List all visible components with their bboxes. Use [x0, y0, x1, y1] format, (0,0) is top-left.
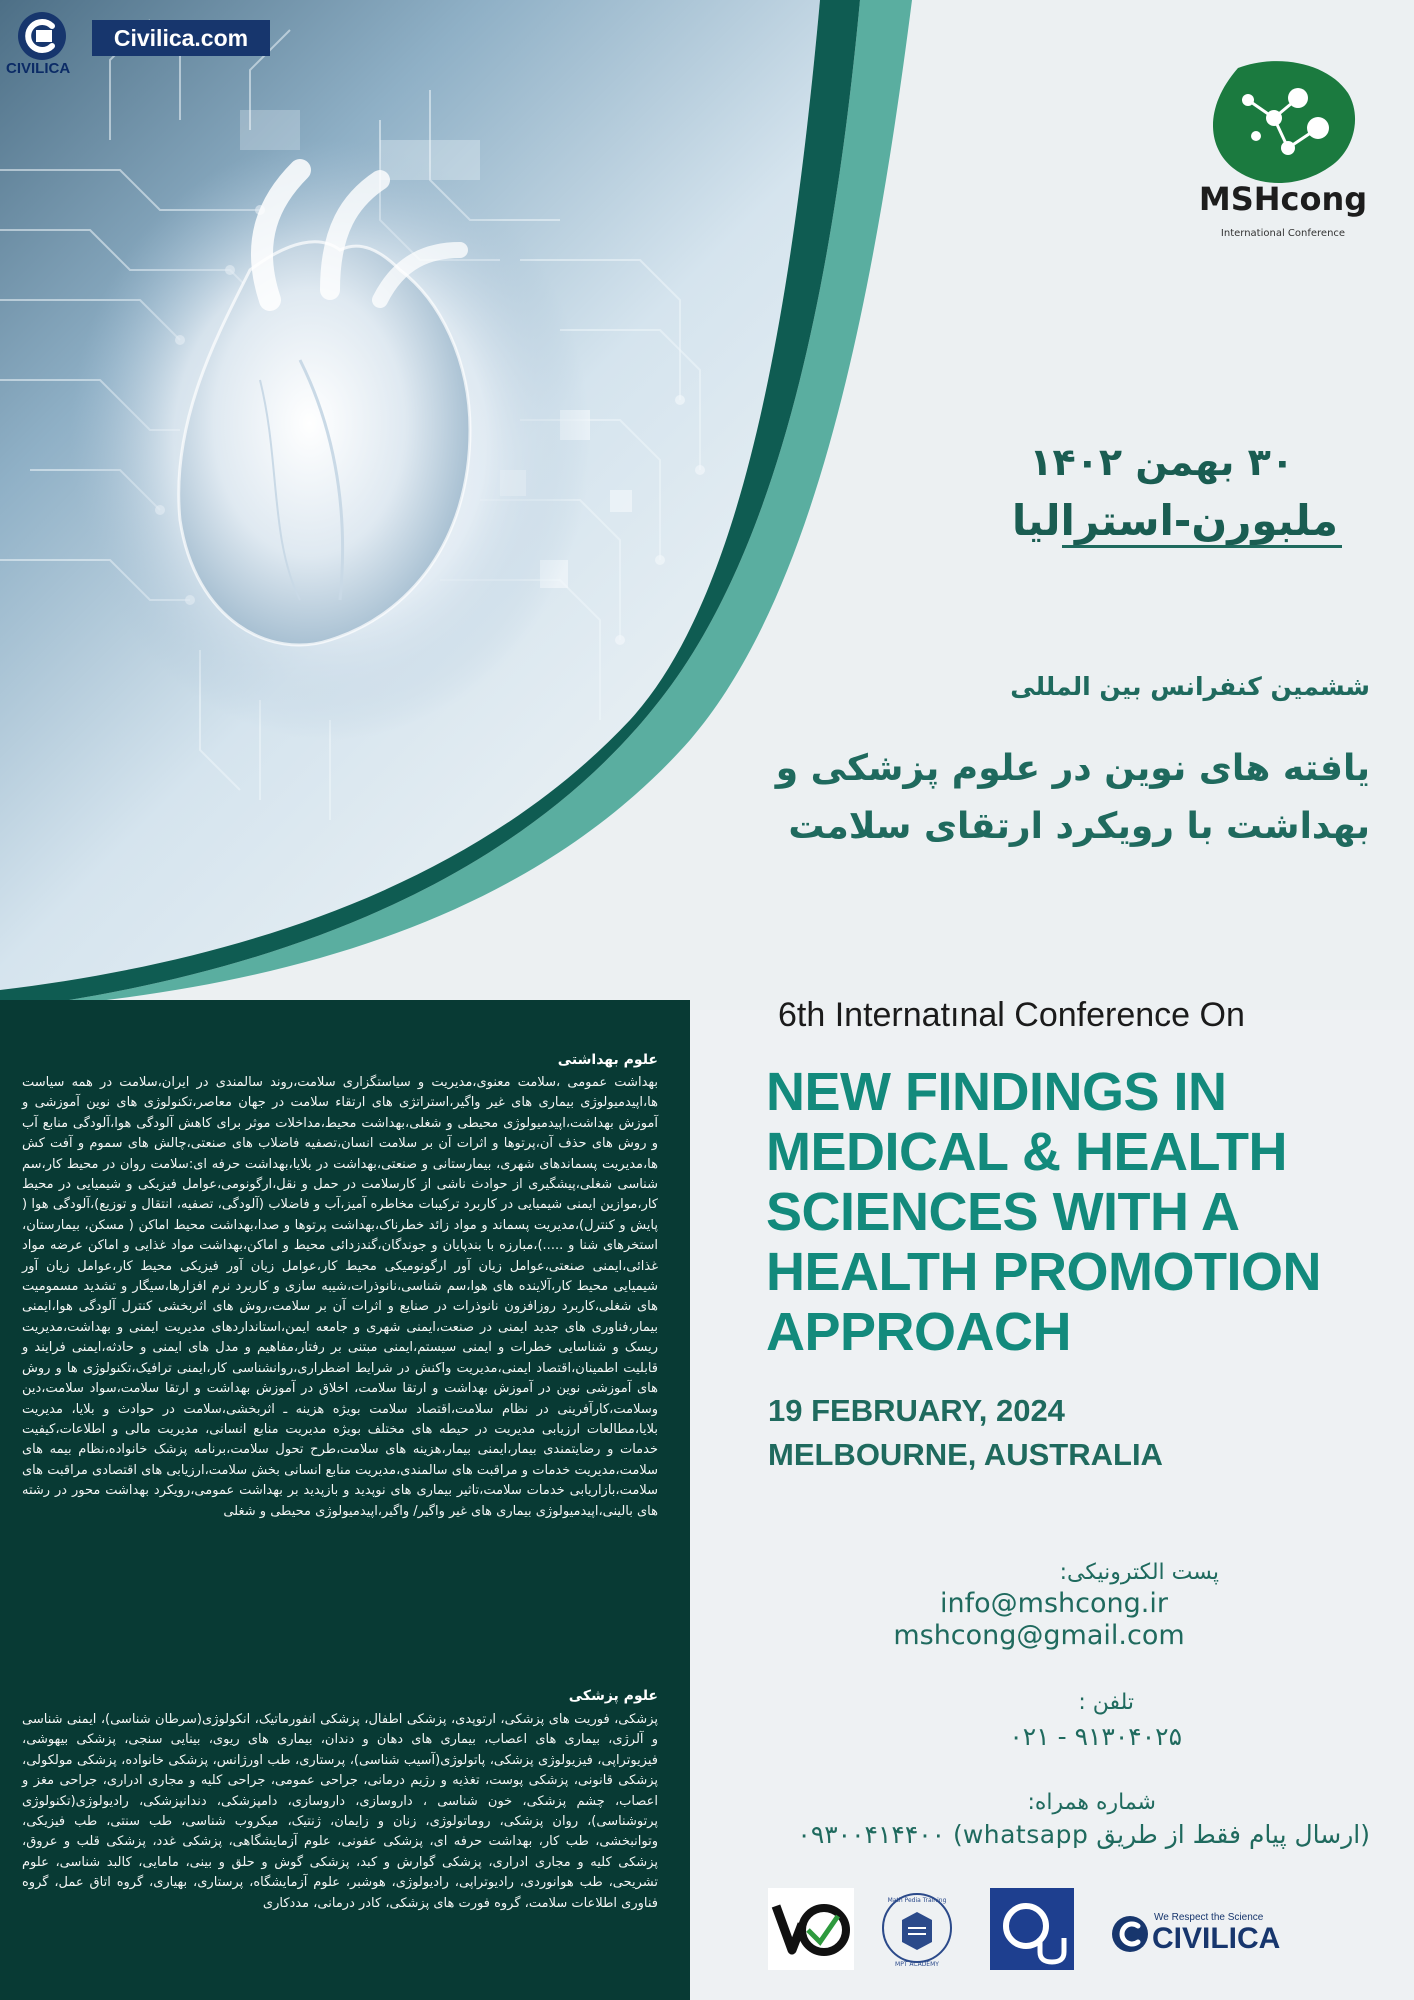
title-fa-line-1: یافته های نوین در علوم پزشکی و — [775, 748, 1370, 789]
place-en: MELBOURNE, AUSTRALIA — [768, 1437, 1163, 1472]
date-fa: ۳۰ بهمن ۱۴۰۲ — [1029, 440, 1294, 484]
title-en-line: MEDICAL & HEALTH — [766, 1122, 1287, 1182]
civilica-tagline: We Respect the Science — [1154, 1912, 1264, 1923]
math-pedia-sub: MPT ACADEMY — [895, 1961, 939, 1968]
section-title-medical: علوم پزشکی — [568, 1688, 658, 1704]
math-pedia-logo-icon[interactable] — [874, 1888, 960, 1970]
civilica-badge[interactable] — [4, 6, 266, 76]
title-en-line: SCIENCES WITH A — [766, 1182, 1240, 1242]
edition-en: 6th Internatınal Conference On — [778, 996, 1245, 1034]
vd-sponsor-logo-icon[interactable] — [768, 1888, 854, 1970]
civilica-site-link[interactable]: Civilica.com — [92, 20, 270, 56]
civilica-sponsor-logo-icon[interactable] — [1108, 1888, 1308, 1970]
conference-name: MSHcong — [1198, 180, 1368, 218]
email-link-2[interactable]: mshcong@gmail.com — [893, 1620, 1185, 1651]
title-fa — [750, 740, 1370, 856]
title-fa-line-2: بهداشت با رویکرد ارتقای سلامت — [788, 806, 1370, 847]
math-pedia-text: Math Pedia Training — [887, 1897, 947, 1904]
date-en: 19 FEBRUARY, 2024 — [768, 1393, 1065, 1428]
mobile-label: شماره همراه: — [1027, 1790, 1156, 1815]
title-en — [766, 1062, 1406, 1362]
title-en-line: NEW FINDINGS IN — [766, 1062, 1227, 1122]
place-underline — [1062, 545, 1342, 548]
place-fa: ملبورن-استرالیا — [1011, 496, 1338, 545]
civilica-sponsor-name: CIVILICA — [1152, 1922, 1281, 1955]
phone-number[interactable]: ۰۲۱ - ۹۱۳۰۴۰۲۵ — [1009, 1722, 1182, 1751]
edition-fa: ششمین کنفرانس بین المللی — [1010, 672, 1370, 701]
title-en-line: APPROACH — [766, 1302, 1072, 1362]
section-text-health: بهداشت عمومی ،سلامت معنوی،مدیریت و سیاستگزاری سلامت،روند سالمندی در ایران،سلامت در همه سیاست ها،اپیدمیولوژی بیماری های غیر واگیر،استراتژی های ارتقاء سلامت در جهان معاصر،تکنولوژی های نوین آموزشی و آموزش بهداشت،اپیدمیولوژی محیطی و شغلی،بهداشت محیط،مداخلات موثر برای کاهش آلودگی هوا،آلودگی منابع آب و روش های حذف آن،پرتوها و اثرات آن بر سلامت انسان،تصفیه فاضلاب های صنعتی،چالش های سموم و آفت کش ها،مدیریت پسماندهای شهری، بیمارستانی و صنعتی،بهداشت در بلایا،بهداشت حرفه ای:سلامت روان در محیط کار،سم شناسی شغلی،پیشگیری از حوادث ناشی از کارسلامت در حمل و نقل،ارگونومی،عوامل فیزیکی و شیمیایی در محیط کار،موازین ایمنی شیمیایی در کاربرد ترکیبات مخاطره آمیز،آب و فاضلاب (آلودگی، تصفیه، انتقال و توزیع)،آلودگی هوا ( پایش و کنترل)،مدیریت پسماند و مواد زائد خطرناک،بهداشت پرتوها و صدا،بهداشت محیط اماکن ( مسکن، بیمارستان، استخرهای شنا و .....)،مبارزه با بندپایان و جوندگان،گندزدائی محیط و اماکن،بهداشت مواد غذایی و اماکن عرضه مواد غذائی،ایمنی صنعتی،عوامل زیان آور ارگونومیکی محیط کار،عوامل زیان آور فیزیکی محیط کار،عوامل زیان آور شیمیایی محیط کار،آلاینده های هوا،سم شناسی،نانوذرات،شیبه سازی و کاربرد نرم افزارها،سیگار و تشدید مسمومیت های شغلی،کاربرد روزافزون نانوذرات در صنایع و اثرات آن بر سلامت،روش های اثربخشی کنترل آلودگی هوا،ایمنی بیمار،فناوری های جدید ایمنی در صنعت،ایمنی شهری و جامعه ایمن،استانداردهای مدیریت ایمنی و بهداشت،مدیریت ریسک و شناسایی خطرات و ایمنی سیستم،ایمنی مبتنی بر رفتار،مفاهیم و مدل های ایمنی و حادثه،ایمنی فرایند و قابلیت اطمینان،اقتصاد ایمنی،مدیریت واکنش در شرایط اضطراری،روانشناسی کار،ایمنی ترافیک،تکنولوژی ها و روش های آموزشی نوین در آموزش بهداشت و ارتقا سلامت، اخلاق در آموزش بهداشت و ارتقا سلامت،سواد سلامت،دین وسلامت،کارآفرینی در نظام سلامت،اقتصاد سلامت بویژه هزینه ـ اثربخشی،سلامت در حوادث و بلایا، مدیریت بلایا،مطالعات ارزیابی مدیریت در حیطه های مختلف بویژه مدیریت منابع انسانی، مدیریت مالی و اطلاعات،کیفیت خدمات و رضایتمندی بیمار،ایمنی بیمار،هزینه های سلامت،طرح تحول سلامت،برنامه پزشک خانواده،نظام بیمه های سلامت،مدیریت خدمات و مراقبت های سالمندی،مدیریت منابع انسانی بخش سلامت،ارزیابی های اقتصادی مراقبت های سلامت،بازاریابی خدمات سلامت،تاثیر بیماری های نوپدید و بازپدید بر بهداشت عمومی،رویکرد بهداشت محور در رشته های بالینی،اپیدمیولوژی بیماری های غیر واگیر/ واگیر،اپیدمیولوژی محیطی و شغلی — [22, 1075, 658, 1519]
mshcong-logo-icon — [1178, 48, 1378, 248]
ogu-logo-icon[interactable] — [990, 1888, 1074, 1970]
section-text-medical: پزشکی، فوریت های پزشکی، ارتوپدی، پزشکی اطفال، پزشکی انفورماتیک، انکولوژی(سرطان شناسی)، ایمنی شناسی و آلرژی، بیماری های اعصاب، بیماری های دهان و دندان، بیماری های ریوی، بینایی سنجی، پزشکی بیهوشی، فیزیوتراپی، فیزیولوژی پزشکی، پاتولوژی(آسیب شناسی)، پرستاری، طب اورژانس، پزشکی خانواده، پزشکی مولکولی، پزشکی قانونی، پزشکی پوست، تغذیه و رژیم درمانی، جراحی عمومی، جراحی کلیه و مجاری ادراری، جراحی مغز و اعصاب، چشم پزشکی، خون شناسی ، داروسازی، داروسازی، دامپزشکی، دندانپزشکی، رادیولوژی(تکنولوژی پرتوشناسی)، روان پزشکی، روماتولوژی، زنان و زایمان، ژنتیک، میکروب شناسی، طب سنتی، طب فیزیکی، وتوانبخشی، طب کار، بهداشت حرفه ای، پزشکی عفونی، علوم آزمایشگاهی، پزشکی غدد، پزشکی قلب و عروق، پزشکی کلیه و مجاری ادراری، پزشکی گوارش و کبد، پزشکی گوش و حلق و بینی، مامایی، کالبد شناسی، علوم تشریحی، طب هوانوردی، رادیوتراپی، رادیولوژی، هوشبر، علوم آزمایشگاه، پرستاری، بهیاری، گروه اتاق عمل، گروه فناوری اطلاعات سلامت، گروه فورت های پزشکی، کادر درمانی، مددکاری — [22, 1712, 658, 1911]
email-label: پست الکترونیکی: — [1059, 1560, 1219, 1585]
conference-subtitle: International Conference — [1220, 228, 1346, 239]
phone-label: تلفن : — [1078, 1690, 1134, 1715]
section-title-health: علوم بهداشتی — [557, 1052, 658, 1068]
mobile-number[interactable]: (ارسال پیام فقط از طریق whatsapp) ۰۹۳۰۰۴۱۴۴۰۰ — [797, 1820, 1370, 1849]
title-en-line: HEALTH PROMOTION — [766, 1242, 1321, 1302]
civilica-small-text: CIVILICA — [6, 60, 71, 77]
email-link-1[interactable]: info@mshcong.ir — [940, 1588, 1168, 1619]
